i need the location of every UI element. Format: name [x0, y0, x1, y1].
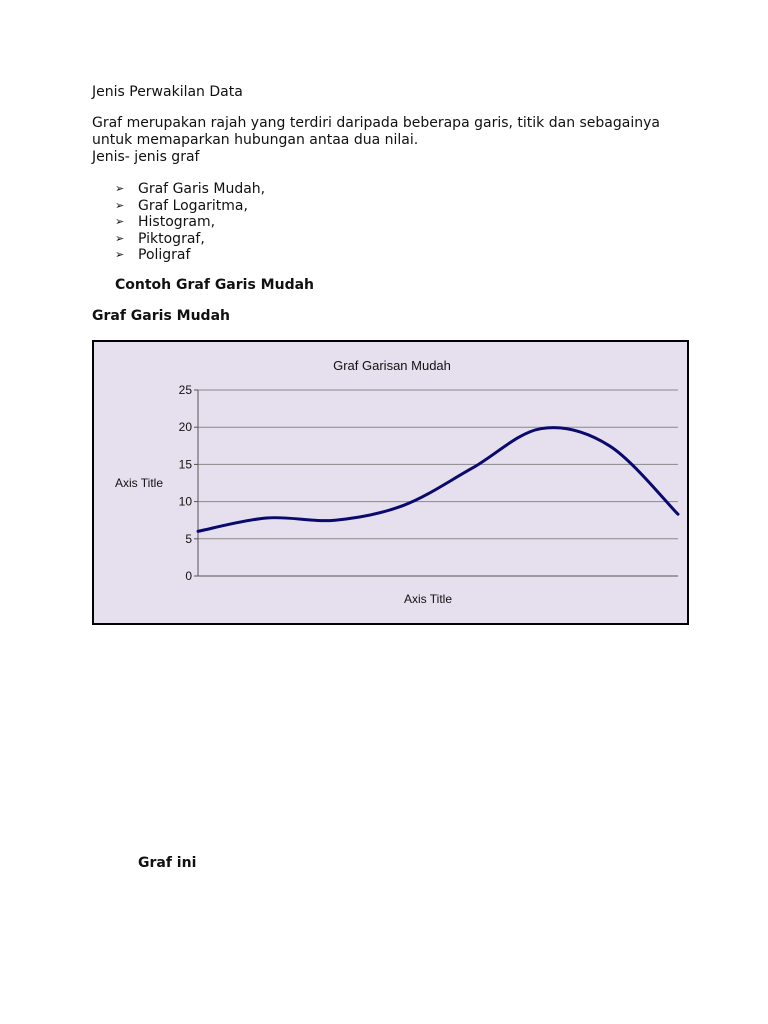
tick-layer [179, 383, 198, 583]
list-item [115, 181, 265, 198]
list-item [115, 198, 265, 215]
list-item-label: Poligraf [138, 247, 191, 264]
arrow-right-icon: ➢ [115, 248, 125, 262]
y-tick-label: 10 [178, 494, 192, 509]
y-tick-label: 5 [185, 531, 192, 546]
y-tick-label: 0 [185, 569, 192, 583]
page-title: Jenis Perwakilan Data [92, 84, 243, 100]
footer-heading: Graf ini [138, 855, 197, 871]
paragraph-line: Graf merupakan rajah yang terdiri daripada beberapa garis, titik dan sebagainya [92, 115, 660, 131]
arrow-right-icon: ➢ [115, 215, 125, 229]
list-item-label: Graf Garis Mudah, [138, 181, 266, 197]
arrow-right-icon: ➢ [115, 182, 125, 195]
list-item-label: Histogram, [138, 214, 216, 231]
list-item [115, 247, 265, 264]
y-tick-label: 15 [178, 457, 192, 472]
y-axis-label: Axis Title [114, 476, 164, 490]
example-heading: Contoh Graf Garis Mudah [115, 277, 315, 293]
list-item [115, 214, 265, 231]
chart-title: Graf Garisan Mudah [333, 358, 451, 373]
list-item-label: Piktograf, [138, 230, 205, 247]
arrow-right-icon: ➢ [115, 231, 125, 245]
graph-type-list [115, 181, 265, 264]
chart-frame [92, 340, 689, 625]
list-item [115, 231, 265, 248]
line-chart [94, 342, 687, 623]
intro-paragraph [92, 115, 692, 166]
y-tick-label: 20 [178, 420, 192, 435]
series-line [198, 428, 678, 532]
list-item-label: Graf Logaritma, [138, 197, 248, 214]
paragraph-line: Jenis- jenis graf [92, 149, 200, 165]
chart-heading: Graf Garis Mudah [92, 308, 230, 324]
grid-layer [198, 390, 678, 576]
arrow-right-icon: ➢ [115, 198, 125, 212]
paragraph-line: untuk memaparkan hubungan antaa dua nilai. [92, 132, 419, 148]
y-tick-label: 25 [178, 383, 192, 397]
x-axis-label: Axis Title [403, 592, 453, 606]
